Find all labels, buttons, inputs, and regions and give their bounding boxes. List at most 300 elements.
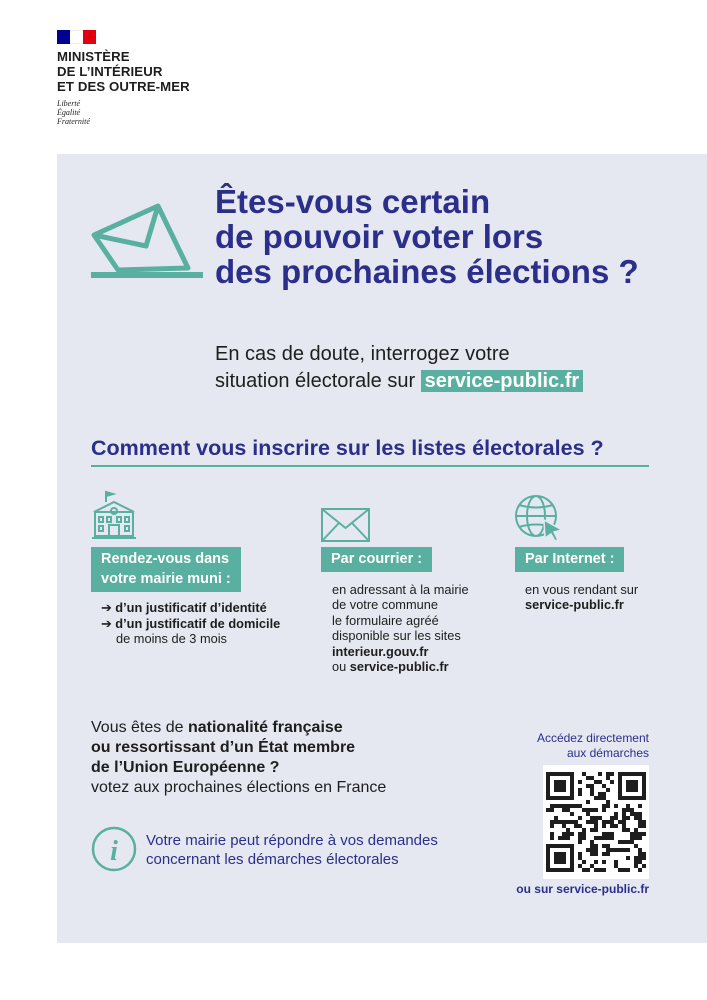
- qr-module: [598, 792, 602, 796]
- motto-egalite: Égalité: [57, 108, 81, 117]
- qr-module: [586, 820, 590, 824]
- qr-module: [630, 784, 634, 788]
- qr-module: [586, 812, 590, 816]
- ministry-name-line-1: MINISTÈRE: [57, 49, 130, 64]
- qr-module: [606, 848, 610, 852]
- qr-module: [602, 824, 606, 828]
- qr-module: [550, 836, 554, 840]
- qr-module: [642, 796, 646, 800]
- qr-module: [618, 780, 622, 784]
- qr-module: [602, 868, 606, 872]
- qr-module: [642, 772, 646, 776]
- qr-module: [610, 824, 614, 828]
- qr-module: [570, 812, 574, 816]
- qr-module: [566, 832, 570, 836]
- qr-module: [626, 828, 630, 832]
- qr-module: [586, 848, 590, 852]
- qr-module: [622, 824, 626, 828]
- qr-module: [546, 868, 550, 872]
- qr-module: [602, 804, 606, 808]
- qr-module: [634, 816, 638, 820]
- qr-module: [642, 788, 646, 792]
- qr-module: [602, 832, 606, 836]
- qr-module: [590, 840, 594, 844]
- qr-module: [634, 856, 638, 860]
- qr-module: [630, 808, 634, 812]
- qr-module: [602, 820, 606, 824]
- qr-module: [574, 824, 578, 828]
- qr-module: [546, 848, 550, 852]
- qr-module: [614, 812, 618, 816]
- qr-module: [594, 780, 598, 784]
- qr-module: [590, 852, 594, 856]
- qr-module: [554, 772, 558, 776]
- flag-blue: [57, 30, 70, 44]
- qr-module: [622, 848, 626, 852]
- qr-module: [554, 796, 558, 800]
- qr-module: [590, 864, 594, 868]
- qr-module: [546, 776, 550, 780]
- qr-module: [562, 788, 566, 792]
- qr-module: [562, 868, 566, 872]
- qr-module: [578, 864, 582, 868]
- interieur-gouv-link[interactable]: interieur.gouv.fr: [332, 644, 429, 659]
- qr-module: [586, 868, 590, 872]
- qr-module: [594, 836, 598, 840]
- qr-module: [550, 796, 554, 800]
- motto-liberte: Liberté: [57, 99, 81, 108]
- qr-module: [594, 868, 598, 872]
- qr-module: [606, 772, 610, 776]
- qr-module: [562, 836, 566, 840]
- qr-module: [642, 864, 646, 868]
- arrow-right-icon: ➔: [101, 600, 112, 615]
- qr-module: [582, 828, 586, 832]
- hero-title-line-2: de pouvoir voter lors: [215, 218, 544, 255]
- qr-module: [618, 848, 622, 852]
- qr-module: [578, 816, 582, 820]
- qr-module: [546, 844, 550, 848]
- qr-module: [570, 852, 574, 856]
- qr-module: [586, 800, 590, 804]
- qr-module: [546, 852, 550, 856]
- qr-module: [626, 804, 630, 808]
- courrier-line-1: en adressant à la mairie: [332, 582, 469, 597]
- qr-module: [598, 772, 602, 776]
- qr-module: [550, 804, 554, 808]
- info-line-2: concernant les démarches électorales: [146, 851, 399, 868]
- eligibility-line-1: [91, 718, 343, 739]
- qr-module: [558, 844, 562, 848]
- qr-module: [610, 832, 614, 836]
- qr-module: [590, 788, 594, 792]
- courrier-line-6: [332, 659, 449, 675]
- qr-module: [594, 820, 598, 824]
- qr-module: [618, 784, 622, 788]
- tag-mairie-line-2: votre mairie muni :: [101, 571, 231, 587]
- qr-module: [606, 852, 610, 856]
- qr-module: [618, 820, 622, 824]
- qr-module: [614, 824, 618, 828]
- qr-module: [554, 820, 558, 824]
- qr-module: [570, 792, 574, 796]
- qr-module: [602, 796, 606, 800]
- qr-module: [626, 784, 630, 788]
- qr-module: [570, 864, 574, 868]
- qr-module: [550, 820, 554, 824]
- qr-module: [566, 772, 570, 776]
- qr-module: [554, 784, 558, 788]
- qr-module: [554, 860, 558, 864]
- qr-module: [638, 796, 642, 800]
- qr-code-graphic: [543, 765, 649, 879]
- tag-mairie-line-1: Rendez-vous dans: [101, 551, 230, 567]
- qr-module: [550, 844, 554, 848]
- qr-module: [618, 788, 622, 792]
- qr-module: [590, 808, 594, 812]
- qr-module: [610, 816, 614, 820]
- qr-module: [622, 828, 626, 832]
- eligibility-line-4: votez aux prochaines élections en France: [91, 779, 387, 796]
- qr-module: [614, 804, 618, 808]
- qr-module: [610, 836, 614, 840]
- qr-module: [558, 836, 562, 840]
- hero-title-line-1: Êtes-vous certain: [215, 183, 491, 220]
- qr-module: [562, 808, 566, 812]
- qr-module: [562, 820, 566, 824]
- qr-module: [566, 796, 570, 800]
- service-public-link[interactable]: service-public.fr: [421, 370, 584, 392]
- qr-module: [622, 816, 626, 820]
- qr-module: [562, 784, 566, 788]
- qr-module: [578, 832, 582, 836]
- qr-module: [630, 772, 634, 776]
- qr-module: [642, 856, 646, 860]
- qr-module: [594, 808, 598, 812]
- qr-module: [570, 776, 574, 780]
- qr-module: [606, 836, 610, 840]
- qr-module: [570, 844, 574, 848]
- qr-module: [558, 860, 562, 864]
- envelope-ballot-icon: [88, 200, 206, 284]
- qr-module: [594, 796, 598, 800]
- qr-module: [558, 772, 562, 776]
- qr-module: [594, 824, 598, 828]
- qr-module: [594, 852, 598, 856]
- mairie-item-1: d’un justificatif d’identité: [115, 600, 267, 615]
- arrow-right-icon: ➔: [101, 616, 112, 631]
- qr-module: [558, 820, 562, 824]
- qr-module: [602, 784, 606, 788]
- qr-module: [578, 824, 582, 828]
- qr-module: [638, 812, 642, 816]
- qr-module: [634, 784, 638, 788]
- qr-module: [550, 832, 554, 836]
- qr-module: [582, 772, 586, 776]
- qr-module: [638, 848, 642, 852]
- qr-module: [638, 824, 642, 828]
- qr-module: [546, 788, 550, 792]
- qr-module: [558, 796, 562, 800]
- qr-module: [554, 856, 558, 860]
- qr-module: [642, 832, 646, 836]
- qr-module: [626, 856, 630, 860]
- qr-module: [638, 868, 642, 872]
- info-icon: [91, 826, 137, 872]
- info-line-1: Votre mairie peut répondre à vos demandes: [146, 832, 438, 849]
- qr-module: [578, 840, 582, 844]
- qr-module: [642, 792, 646, 796]
- qr-module: [582, 836, 586, 840]
- mairie-requirement-1: [101, 600, 267, 616]
- qr-module: [570, 832, 574, 836]
- eligibility-bold-1: nationalité française: [187, 719, 343, 736]
- qr-module: [634, 828, 638, 832]
- qr-module: [578, 780, 582, 784]
- qr-module: [638, 820, 642, 824]
- qr-module: [638, 856, 642, 860]
- qr-module: [562, 832, 566, 836]
- qr-module: [546, 792, 550, 796]
- hero-title-line-3: des prochaines élections ?: [215, 253, 639, 290]
- qr-module: [634, 844, 638, 848]
- qr-module: [554, 780, 558, 784]
- mairie-requirement-2: [101, 616, 280, 632]
- qr-module: [598, 796, 602, 800]
- qr-module: [622, 796, 626, 800]
- qr-module: [622, 772, 626, 776]
- qr-module: [582, 832, 586, 836]
- qr-module: [558, 868, 562, 872]
- qr-module: [578, 792, 582, 796]
- qr-module: [570, 788, 574, 792]
- qr-module: [566, 808, 570, 812]
- qr-module: [638, 860, 642, 864]
- eligibility-bold-2: ou ressortissant d’un État membre: [91, 739, 356, 756]
- qr-module: [634, 864, 638, 868]
- qr-module: [634, 780, 638, 784]
- qr-module: [546, 772, 550, 776]
- qr-module: [574, 820, 578, 824]
- courrier-line-3: le formulaire agréé: [332, 613, 439, 628]
- qr-module: [550, 824, 554, 828]
- qr-module: [590, 844, 594, 848]
- qr-module: [590, 816, 594, 820]
- section-title: Comment vous inscrire sur les listes électorales ?: [91, 436, 604, 460]
- qr-module: [622, 808, 626, 812]
- qr-module: [578, 852, 582, 856]
- tag-internet: Par Internet :: [515, 547, 624, 572]
- qr-module: [550, 868, 554, 872]
- qr-module: [586, 808, 590, 812]
- qr-module: [558, 788, 562, 792]
- qr-module: [570, 856, 574, 860]
- qr-module: [566, 828, 570, 832]
- qr-module: [626, 840, 630, 844]
- qr-module: [606, 804, 610, 808]
- qr-module: [634, 812, 638, 816]
- qr-module: [638, 836, 642, 840]
- qr-module: [634, 860, 638, 864]
- qr-module: [602, 808, 606, 812]
- qr-module: [590, 776, 594, 780]
- qr-module: [626, 796, 630, 800]
- qr-module: [638, 804, 642, 808]
- mairie-item-2: d’un justificatif de domicile: [115, 616, 281, 631]
- qr-module: [554, 804, 558, 808]
- qr-module: [570, 820, 574, 824]
- qr-module: [602, 860, 606, 864]
- service-public-link-internet[interactable]: service-public.fr: [525, 597, 624, 612]
- qr-module: [626, 848, 630, 852]
- eligibility-bold-3: de l’Union Européenne ?: [91, 759, 280, 776]
- qr-module: [570, 848, 574, 852]
- qr-module: [618, 868, 622, 872]
- qr-module: [638, 772, 642, 776]
- qr-module: [554, 788, 558, 792]
- qr-code[interactable]: [543, 765, 649, 879]
- qr-module: [594, 844, 598, 848]
- intro-line-2-text: situation électorale sur: [215, 370, 416, 392]
- qr-module: [546, 856, 550, 860]
- qr-footer-link[interactable]: ou sur service-public.fr: [516, 882, 649, 896]
- qr-module: [626, 788, 630, 792]
- qr-module: [558, 804, 562, 808]
- qr-module: [622, 812, 626, 816]
- qr-module: [570, 860, 574, 864]
- qr-module: [634, 836, 638, 840]
- qr-module: [598, 836, 602, 840]
- qr-caption-line-2: aux démarches: [566, 746, 649, 760]
- courrier-line-4: disponible sur les sites: [332, 628, 461, 643]
- qr-module: [558, 780, 562, 784]
- qr-module: [562, 796, 566, 800]
- qr-module: [598, 816, 602, 820]
- qr-module: [606, 800, 610, 804]
- envelope-icon: [321, 508, 370, 542]
- qr-module: [558, 852, 562, 856]
- flag-white: [70, 30, 83, 44]
- qr-module: [562, 860, 566, 864]
- qr-module: [642, 776, 646, 780]
- qr-module: [626, 808, 630, 812]
- qr-module: [634, 772, 638, 776]
- qr-module: [570, 772, 574, 776]
- qr-module: [590, 784, 594, 788]
- section-divider: [91, 465, 649, 467]
- qr-module: [590, 828, 594, 832]
- qr-module: [566, 836, 570, 840]
- qr-module: [618, 796, 622, 800]
- qr-module: [642, 852, 646, 856]
- qr-module: [622, 868, 626, 872]
- qr-module: [606, 832, 610, 836]
- qr-module: [598, 868, 602, 872]
- qr-module: [554, 868, 558, 872]
- courrier-line-2: de votre commune: [332, 597, 438, 612]
- qr-module: [598, 780, 602, 784]
- qr-module: [562, 852, 566, 856]
- qr-module: [566, 804, 570, 808]
- qr-module: [618, 772, 622, 776]
- tag-courrier: Par courrier :: [321, 547, 432, 572]
- ministry-name-line-3: ET DES OUTRE-MER: [57, 79, 190, 94]
- qr-module: [594, 816, 598, 820]
- qr-module: [626, 868, 630, 872]
- qr-module: [582, 860, 586, 864]
- qr-module: [610, 772, 614, 776]
- qr-module: [546, 808, 550, 812]
- qr-module: [570, 868, 574, 872]
- qr-module: [642, 824, 646, 828]
- qr-module: [626, 780, 630, 784]
- qr-module: [566, 820, 570, 824]
- qr-module: [642, 780, 646, 784]
- qr-module: [558, 856, 562, 860]
- qr-module: [546, 864, 550, 868]
- qr-module: [590, 792, 594, 796]
- qr-module: [594, 848, 598, 852]
- qr-module: [626, 816, 630, 820]
- qr-module: [586, 776, 590, 780]
- qr-caption-line-1: Accédez directement: [536, 731, 649, 745]
- qr-module: [642, 820, 646, 824]
- qr-module: [562, 772, 566, 776]
- qr-module: [582, 808, 586, 812]
- qr-module: [562, 780, 566, 784]
- qr-module: [602, 844, 606, 848]
- qr-module: [566, 844, 570, 848]
- svg-text:i: i: [110, 836, 118, 867]
- qr-module: [618, 776, 622, 780]
- qr-module: [622, 840, 626, 844]
- qr-module: [590, 820, 594, 824]
- qr-module: [570, 796, 574, 800]
- qr-module: [614, 860, 618, 864]
- qr-module: [546, 784, 550, 788]
- qr-module: [578, 804, 582, 808]
- eligibility-prefix: Vous êtes de: [91, 719, 184, 736]
- qr-module: [562, 844, 566, 848]
- internet-line-1: en vous rendant sur: [525, 582, 639, 597]
- qr-module: [606, 820, 610, 824]
- qr-module: [586, 784, 590, 788]
- qr-module: [570, 804, 574, 808]
- qr-module: [610, 780, 614, 784]
- qr-module: [618, 840, 622, 844]
- qr-module: [554, 844, 558, 848]
- intro-line-1: En cas de doute, interrogez votre: [215, 343, 510, 365]
- qr-module: [630, 796, 634, 800]
- qr-module: [626, 772, 630, 776]
- service-public-link-courrier[interactable]: service-public.fr: [349, 659, 449, 674]
- intro-line-2: [215, 368, 583, 395]
- qr-module: [614, 816, 618, 820]
- tag-mairie: [91, 547, 241, 592]
- town-hall-icon: [91, 490, 137, 540]
- qr-module: [630, 832, 634, 836]
- qr-module: [578, 836, 582, 840]
- ministry-name-line-2: DE L’INTÉRIEUR: [57, 64, 163, 79]
- qr-module: [602, 836, 606, 840]
- qr-module: [546, 796, 550, 800]
- qr-module: [574, 804, 578, 808]
- qr-module: [562, 856, 566, 860]
- qr-module: [630, 788, 634, 792]
- qr-module: [602, 852, 606, 856]
- qr-module: [550, 772, 554, 776]
- qr-module: [602, 792, 606, 796]
